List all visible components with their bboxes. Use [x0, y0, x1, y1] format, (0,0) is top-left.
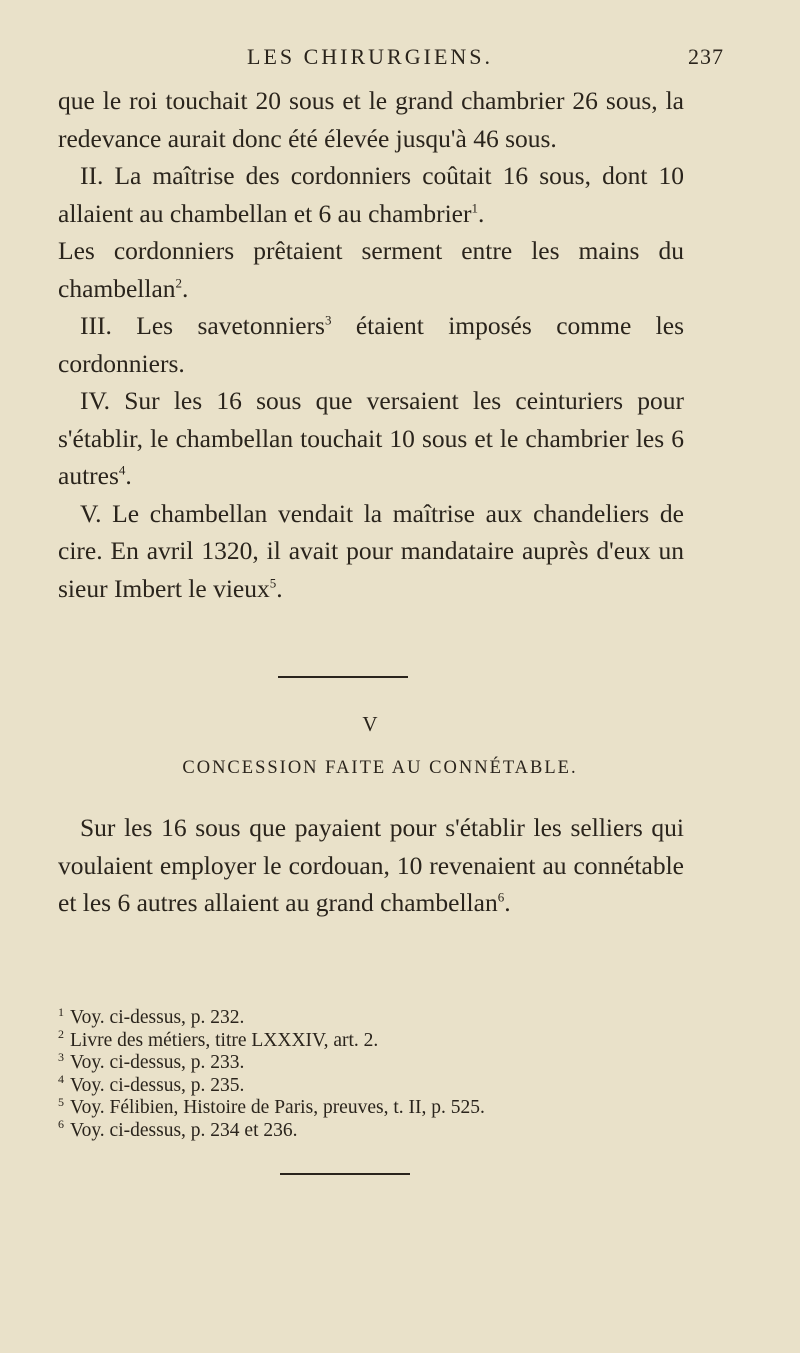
section-text — [58, 809, 684, 922]
paragraph: IV. Sur les 16 sous que versaient les ceinturiers pour s'établir, le chambellan touchait 10 sous et le chambrier les 6 autres$^4$. — [58, 386, 684, 490]
footnote: $^4$ Voy. ci-dessus, p. 235. — [58, 1072, 245, 1096]
paragraph: III. Les savetonniers$^3$ étaient imposés comme les cordonniers. — [58, 311, 684, 378]
footnote: $^5$ Voy. Félibien, Histoire de Paris, preuves, t. II, p. 525. — [58, 1094, 485, 1118]
section-number: V — [362, 712, 378, 736]
header-title: LES CHIRURGIENS. — [247, 44, 494, 69]
paragraph: V. Le chambellan vendait la maîtrise aux chandeliers de cire. En avril 1320, il avait pour mandataire auprès d'eux un sieur Imbert le vieux$^5$. — [58, 498, 684, 603]
footnote: $^2$ Livre des métiers, titre LXXXIV, art. 2. — [58, 1027, 379, 1051]
section-title: CONCESSION FAITE AU CONNÉTABLE. — [182, 758, 578, 778]
footnote: $^6$ Voy. ci-dessus, p. 234 et 236. — [58, 1117, 298, 1141]
paragraph: que le roi touchait 20 sous et le grand chambrier 26 sous, la redevance aurait donc été élevée jusqu'à 46 sous. — [58, 86, 684, 153]
paragraph: Les cordonniers prêtaient serment entre les mains du chambellan$^2$. — [58, 236, 684, 303]
footnote: $^3$ Voy. ci-dessus, p. 233. — [58, 1049, 245, 1073]
running-header — [0, 44, 800, 74]
page-number: 237 — [688, 44, 724, 69]
footnote: $^1$ Voy. ci-dessus, p. 232. — [58, 1004, 245, 1028]
footer-divider — [280, 1173, 410, 1175]
footnote-ref: 4 — [118, 462, 126, 478]
main-text — [58, 82, 684, 607]
footnotes — [58, 1004, 698, 1142]
paragraph: II. La maîtrise des cordonniers coûtait 16 sous, dont 10 allaient au chambellan et 6 au chambrier$^1$. — [58, 161, 684, 228]
section-divider — [278, 676, 408, 678]
paragraph: Sur les 16 sous que payaient pour s'établir les selliers qui voulaient employer le cordouan, 10 revenaient au connétable et les 6 autres allaient au grand chambellan$^6$. — [58, 813, 684, 917]
footnote-ref: 2 — [175, 275, 183, 290]
footnote-ref: 1 — [471, 200, 478, 215]
footnote-ref: 6 — [497, 889, 505, 905]
footnote-ref: 3 — [324, 312, 332, 328]
footnote-ref: 5 — [269, 575, 277, 590]
